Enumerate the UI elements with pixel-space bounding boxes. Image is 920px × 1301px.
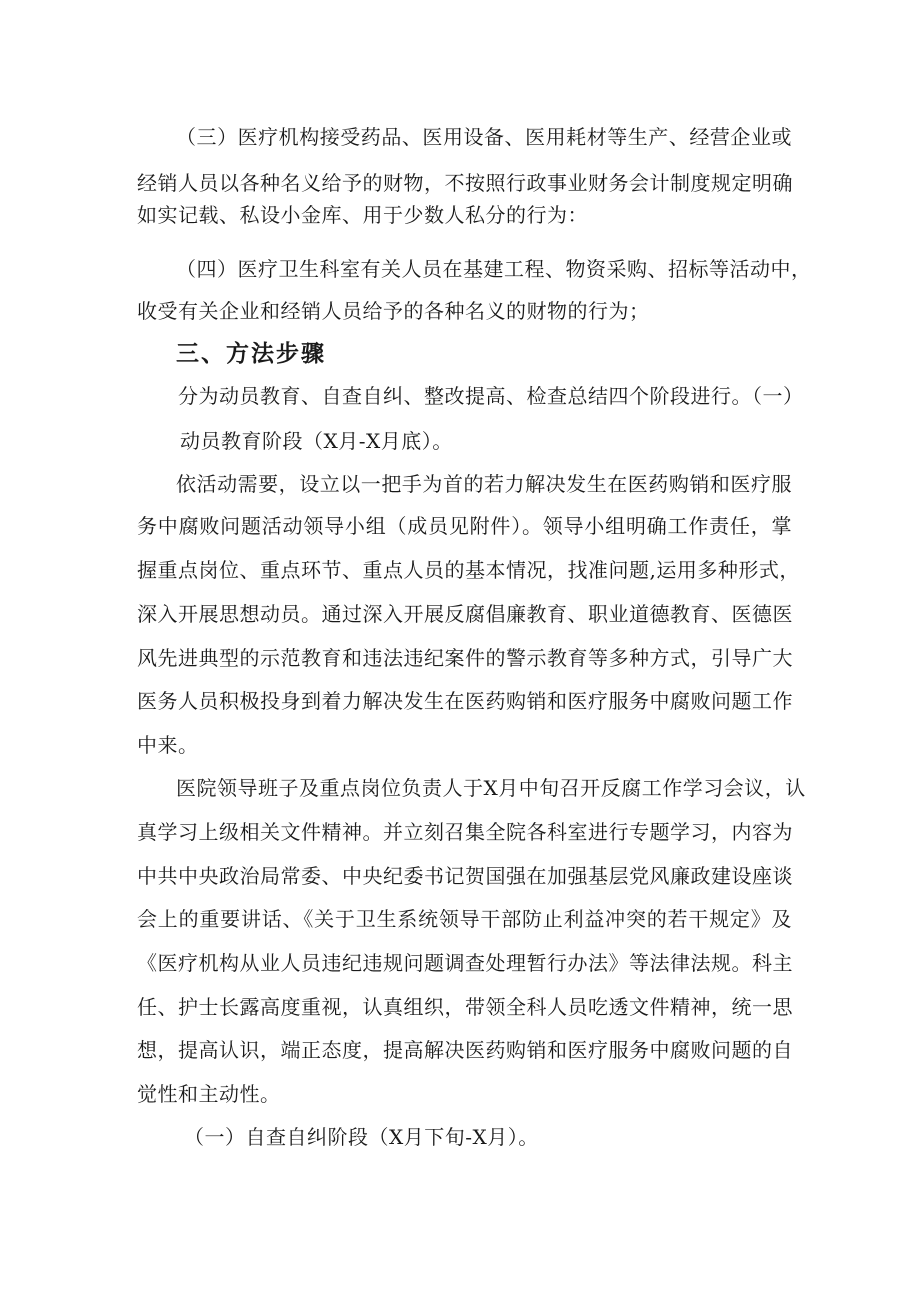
- paragraph-line: 想，提高认识，端正态度，提高解决医药购销和医疗服务中腐败问题的自: [137, 1038, 793, 1062]
- paragraph-line: 握重点岗位、重点环节、重点人员的基本情况，找准问题,运用多种形式，: [137, 558, 800, 582]
- paragraph-line: 中共中央政治局常委、中央纪委书记贺国强在加强基层党风廉政建设座谈: [137, 864, 793, 888]
- paragraph-line: 中来。: [137, 733, 199, 757]
- paragraph-line: 依活动需要，设立以一把手为首的若力解决发生在医药购销和医疗服: [176, 472, 792, 496]
- paragraph-line: 会上的重要讲话、《关于卫生系统领导干部防止利益冲突的若干规定》及: [137, 907, 792, 931]
- paragraph-line: 深入开展思想动员。通过深入开展反腐倡廉教育、职业道德教育、医德医: [137, 602, 793, 626]
- paragraph-line: （一）自查自纠阶段（X月下旬-X月）。: [184, 1125, 539, 1149]
- paragraph-line: 医务人员积极投身到着力解决发生在医药购销和医疗服务中腐败问题工作: [137, 689, 793, 713]
- paragraph-line: 务中腐败问题活动领导小组（成员见附件）。领导小组明确工作责任，掌: [137, 514, 792, 538]
- paragraph-line: 任、护士长露高度重视，认真组织，带领全科人员吃透文件精神，统一思: [137, 995, 793, 1019]
- paragraph-line: 如实记载、私设小金库、用于少数人私分的行为：: [137, 203, 588, 227]
- paragraph-line: 风先进典型的示范教育和违法违纪案件的警示教育等多种方式，引导广大: [137, 646, 793, 670]
- paragraph-line: 医院领导班子及重点岗位负责人于X月中旬召开反腐工作学习会议，认: [176, 776, 806, 800]
- paragraph-line: 经销人员以各种名义给予的财物，不按照行政事业财务会计制度规定明确: [137, 171, 793, 195]
- paragraph-line: 分为动员教育、自查自纠、整改提高、检查总结四个阶段进行。（一）: [178, 384, 804, 408]
- paragraph-line: 真学习上级相关文件精神。并立刻召集全院各科室进行专题学习，内容为: [137, 820, 793, 844]
- paragraph-line: （三）医疗机构接受药品、医用设备、医用耗材等生产、经营企业或: [176, 125, 792, 149]
- paragraph-line: 觉性和主动性。: [137, 1082, 281, 1106]
- paragraph-line: 动员教育阶段（X月-X月底）。: [180, 429, 453, 453]
- paragraph-line: 收受有关企业和经销人员给予的各种名义的财物的行为；: [137, 299, 650, 323]
- paragraph-line: 《医疗机构从业人员违纪违规问题调查处理暂行办法》等法律法规。科主: [137, 951, 793, 975]
- section-heading: 三、方法步骤: [176, 341, 326, 367]
- paragraph-line: （四）医疗卫生科室有关人员在基建工程、物资采购、招标等活动中，: [176, 257, 812, 281]
